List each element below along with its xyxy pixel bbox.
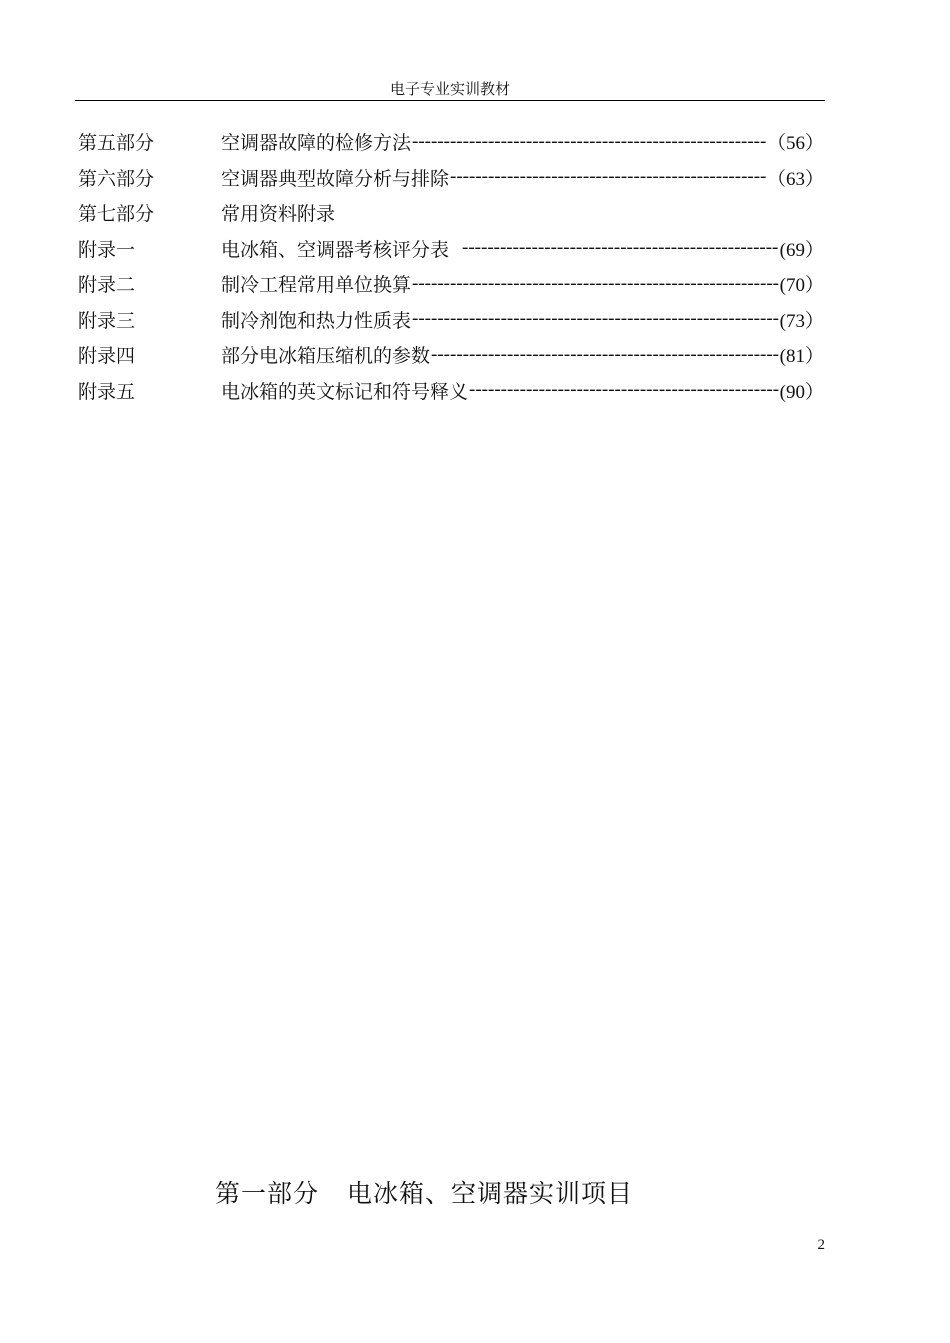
toc-entry-part-5[interactable]	[78, 124, 824, 160]
toc-entry-label: 附录二	[78, 274, 136, 297]
toc-entry-title: 制冷剂饱和热力性质表	[221, 309, 412, 332]
toc-dot-leader	[462, 237, 779, 259]
toc-entry-label: 附录一	[78, 238, 136, 261]
part-heading-number: 第一部分	[215, 1179, 320, 1208]
toc-entry-title: 空调器典型故障分析与排除	[221, 167, 450, 190]
toc-entry-label: 附录四	[78, 345, 136, 368]
toc-entry-page: (81）	[779, 346, 824, 368]
toc-entry-page: （63）	[766, 168, 824, 190]
toc-entry-appendix-4[interactable]	[78, 337, 824, 373]
toc-entry-page: (70）	[779, 275, 824, 297]
toc-entry-label: 第七部分	[78, 203, 155, 226]
toc-entry-page: (90）	[779, 381, 824, 403]
page-number: 2	[817, 1237, 825, 1253]
toc-entry-part-7[interactable]	[78, 195, 824, 231]
toc-entry-title: 电冰箱的英文标记和符号释义	[221, 380, 469, 403]
toc-dot-leader	[469, 379, 779, 401]
toc-dot-leader	[412, 273, 779, 295]
toc-dot-leader	[431, 344, 779, 366]
running-header: 电子专业实训教材	[389, 80, 510, 98]
toc-entry-title: 电冰箱、空调器考核评分表	[221, 238, 450, 261]
toc-entry-part-6[interactable]	[78, 160, 824, 196]
table-of-contents	[78, 124, 824, 408]
header-divider	[75, 100, 825, 101]
toc-dot-leader	[450, 166, 766, 188]
toc-entry-label: 附录三	[78, 309, 136, 332]
part-heading-title: 电冰箱、空调器实训项目	[347, 1179, 634, 1208]
toc-entry-title: 制冷工程常用单位换算	[221, 274, 412, 297]
part-heading	[215, 1174, 633, 1210]
toc-dot-leader	[412, 131, 766, 153]
toc-entry-label: 第六部分	[78, 167, 155, 190]
toc-entry-title: 部分电冰箱压缩机的参数	[221, 345, 431, 368]
toc-entry-page: (73）	[779, 310, 824, 332]
toc-entry-label: 第五部分	[78, 132, 155, 155]
toc-entry-title: 常用资料附录	[221, 203, 336, 226]
toc-entry-appendix-5[interactable]	[78, 373, 824, 409]
toc-entry-label: 附录五	[78, 380, 136, 403]
toc-entry-page: （56）	[766, 133, 824, 155]
toc-entry-appendix-3[interactable]	[78, 302, 824, 338]
toc-entry-appendix-1[interactable]	[78, 231, 824, 267]
toc-entry-appendix-2[interactable]	[78, 266, 824, 302]
toc-entry-title: 空调器故障的检修方法	[221, 132, 412, 155]
toc-entry-page: (69）	[779, 239, 824, 261]
toc-dot-leader	[412, 308, 779, 330]
